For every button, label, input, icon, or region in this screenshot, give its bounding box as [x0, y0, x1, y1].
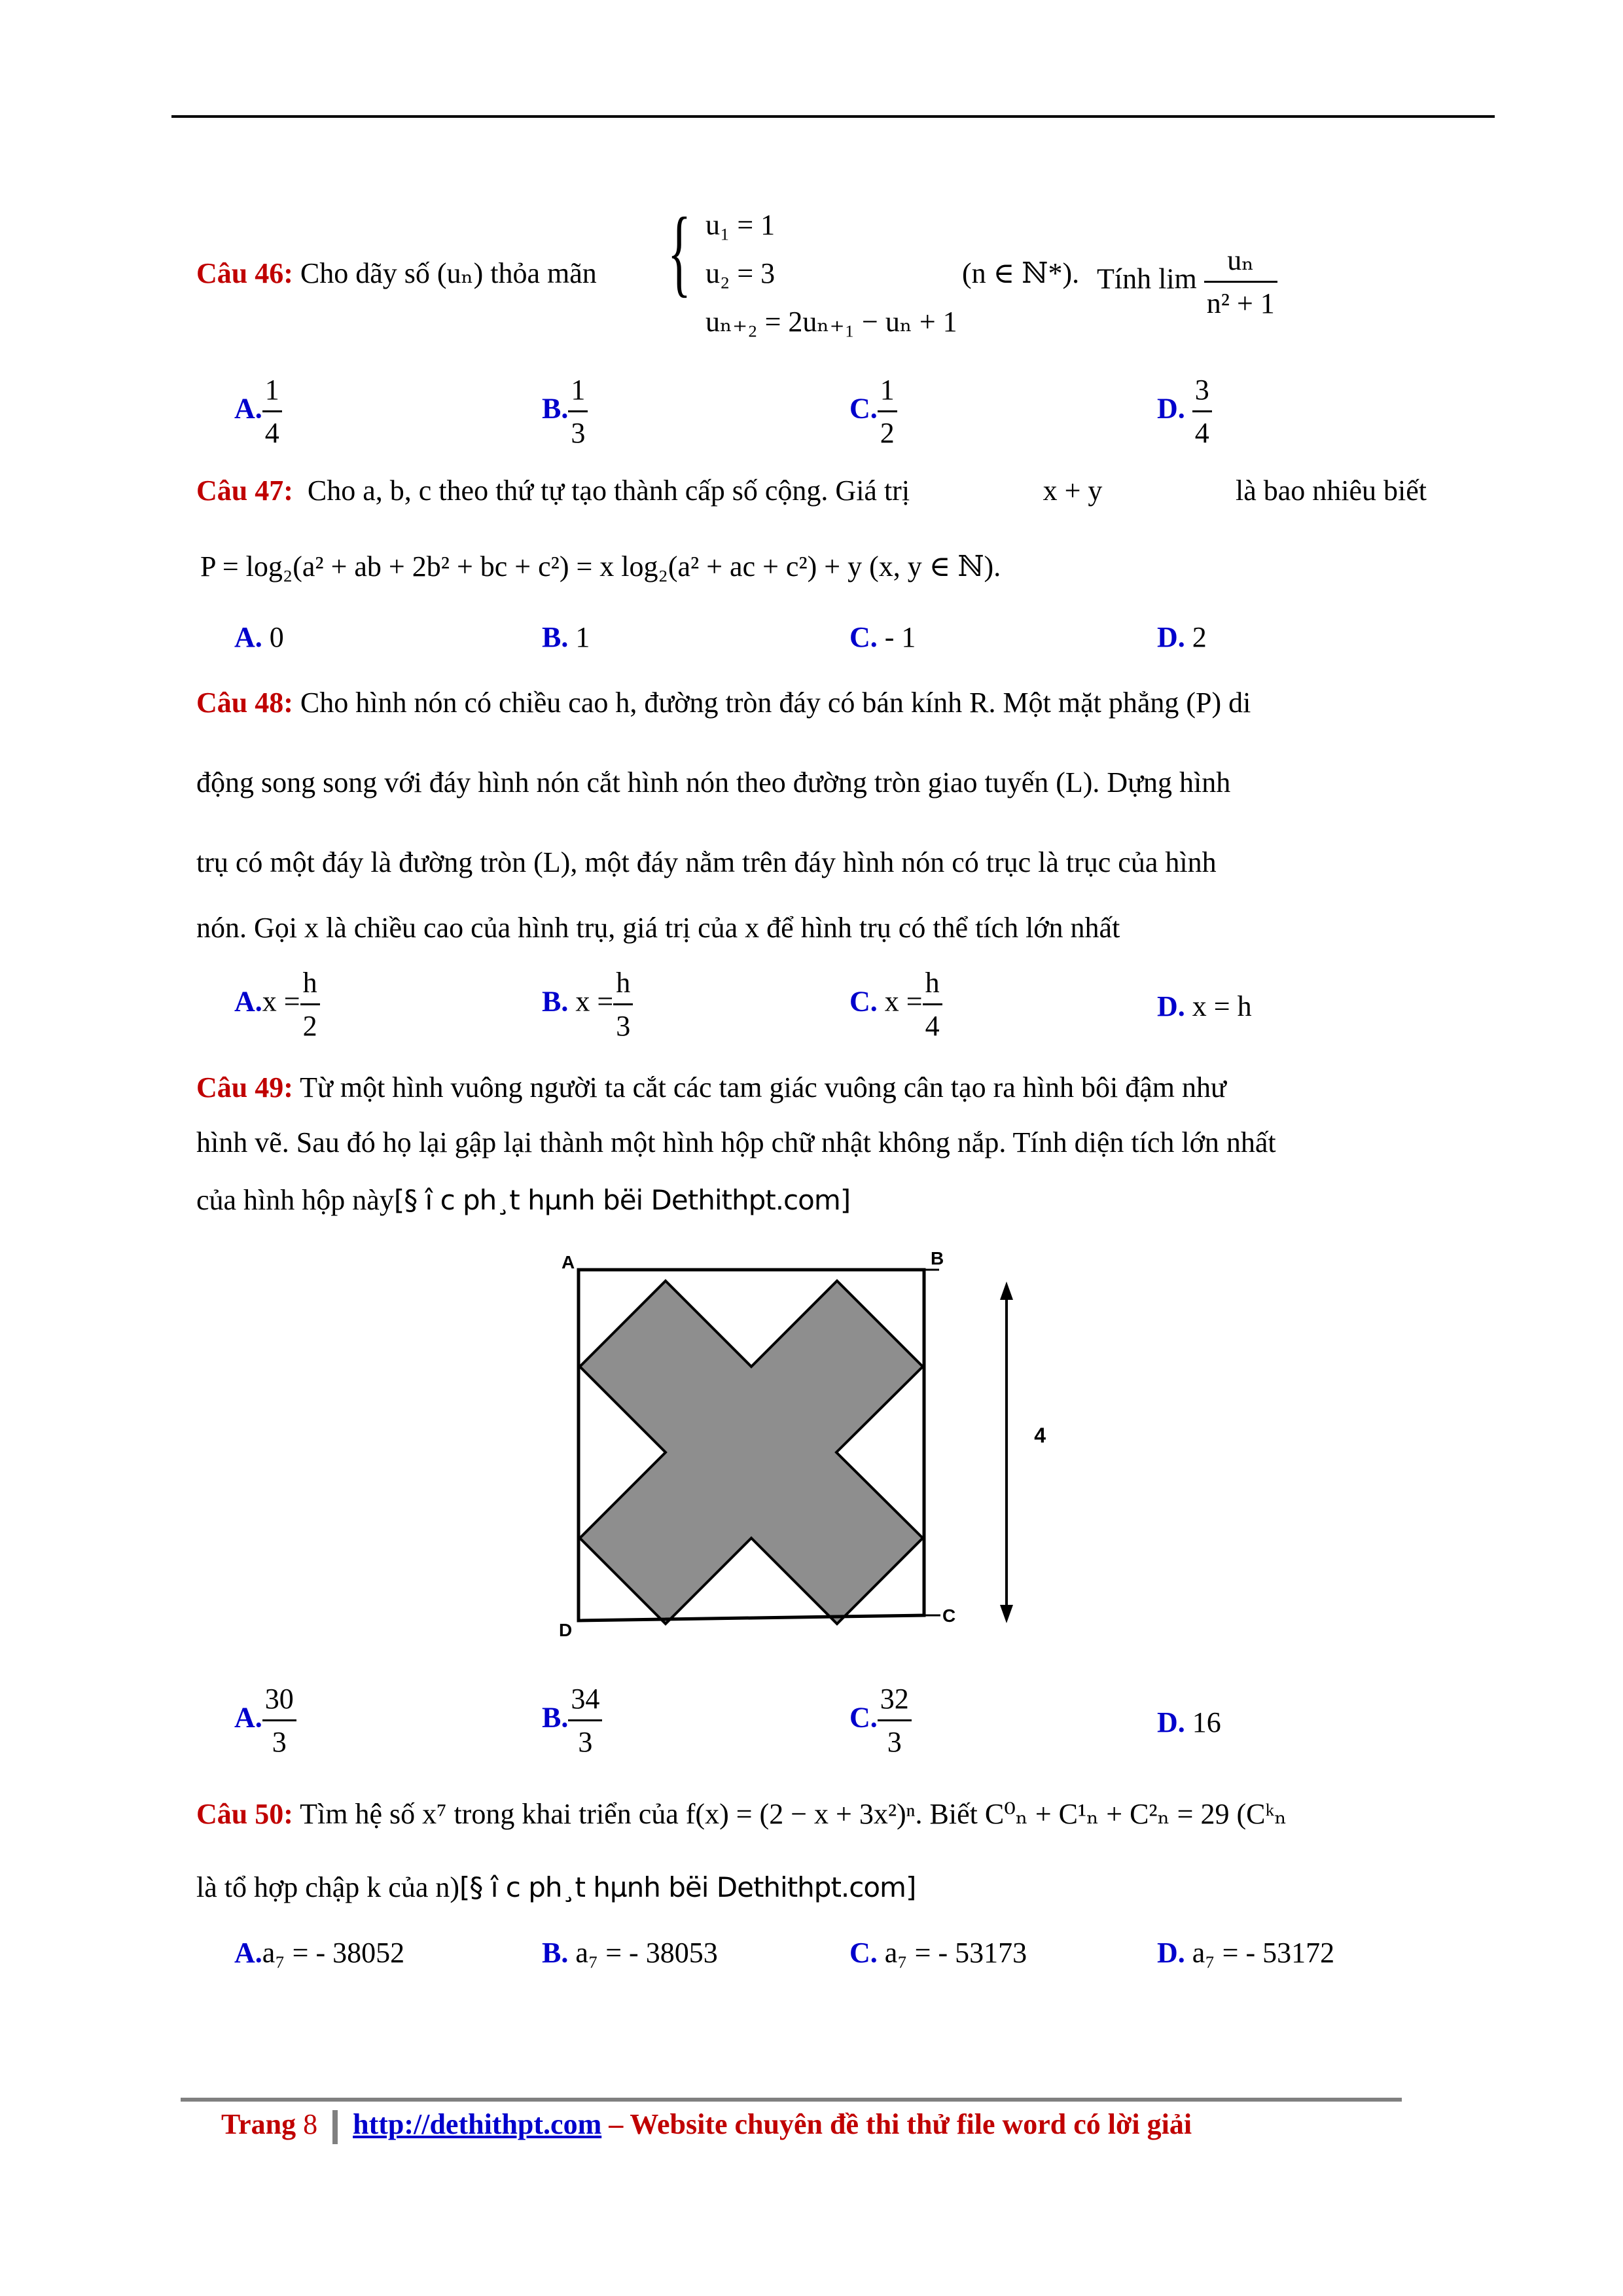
denominator: 2	[878, 410, 897, 450]
question-text: động song song với đáy hình nón cắt hình nón theo đường tròn giao tuyến (L). Dựng hình	[196, 766, 1231, 798]
limit-denominator: n² + 1	[1204, 281, 1277, 320]
question-text: Cho dãy số	[300, 257, 430, 289]
numerator: 1	[880, 374, 895, 406]
option-letter: B.	[542, 985, 569, 1018]
option-fraction	[262, 373, 282, 450]
question-text: của hình hộp này	[196, 1184, 394, 1216]
option-prefix: x =	[262, 985, 300, 1018]
option-d	[1157, 990, 1252, 1023]
denominator: 3	[568, 410, 588, 450]
option-letter: A.	[234, 1701, 262, 1734]
option-fraction	[878, 373, 897, 450]
option-letter: D.	[1157, 392, 1185, 425]
footer-tagline: – Website chuyên đề thi thử file word có lời giải	[609, 2108, 1192, 2140]
option-letter: A.	[234, 621, 262, 653]
denominator: 3	[613, 1003, 633, 1043]
numerator: 1	[571, 374, 586, 406]
option-a	[234, 1936, 404, 1969]
header-rule	[171, 115, 1495, 118]
question-text: trụ có một đáy là đường tròn (L), một đáy nằm trên đáy hình nón có trục là trục của hình	[196, 846, 1217, 878]
question-label: Câu 46:	[196, 257, 293, 289]
recurrence-brace: {	[668, 198, 691, 306]
option-letter: A.	[234, 1937, 262, 1969]
option-value: a₇ = - 53172	[1192, 1937, 1335, 1969]
option-a	[234, 1682, 296, 1759]
option-letter: D.	[1157, 1937, 1185, 1969]
limit-fraction	[1204, 243, 1277, 320]
arrowhead-down	[1000, 1605, 1013, 1623]
option-c	[849, 1936, 1027, 1969]
option-fraction	[300, 966, 320, 1043]
option-letter: A.	[234, 392, 262, 425]
side-length-label: 4	[1034, 1424, 1046, 1447]
option-prefix: x =	[575, 985, 614, 1018]
option-fraction	[613, 966, 633, 1043]
option-c	[849, 966, 942, 1043]
domain: (n ∈ ℕ*).	[962, 257, 1080, 289]
option-value: 16	[1192, 1706, 1221, 1738]
question-text: Cho a, b, c theo thứ tự tạo thành cấp số cộng. Giá trị	[307, 475, 910, 507]
question-text: là tổ hợp chập k của n)	[196, 1871, 460, 1903]
question-text: Tìm hệ số x⁷ trong khai triển của f(x) = (2 − x + 3x²)ⁿ. Biết C⁰ₙ + C¹ₙ + C²ₙ = 29 (Cᵏₙ	[300, 1798, 1287, 1830]
option-value: 0	[269, 621, 284, 653]
option-letter: B.	[542, 1701, 569, 1734]
footer	[221, 2108, 1192, 2144]
watermark: [§ î c ph¸t hµnh bëi Dethithpt.com]	[459, 1871, 916, 1903]
watermark: [§ î c ph¸t hµnh bëi Dethithpt.com]	[393, 1184, 851, 1216]
shaded-cross	[580, 1281, 923, 1624]
denominator: 3	[878, 1719, 912, 1759]
numerator: 3	[1194, 374, 1209, 406]
question-text: hình vẽ. Sau đó họ lại gập lại thành một hình hộp chữ nhật không nắp. Tính diện tích lớn nhất	[196, 1126, 1276, 1158]
option-letter: C.	[849, 1701, 878, 1734]
question-label: Câu 48:	[196, 687, 293, 719]
denominator: 4	[923, 1003, 942, 1043]
option-letter: C.	[849, 621, 878, 653]
option-c	[849, 620, 916, 654]
vertex-label-a: A	[562, 1252, 575, 1272]
option-value: 1	[575, 621, 590, 653]
question-text: Từ một hình vuông người ta cắt các tam giác vuông cân tạo ra hình bôi đậm như	[300, 1071, 1226, 1103]
vertex-label-d: D	[559, 1620, 573, 1640]
question-text: thỏa mãn	[490, 257, 597, 289]
option-fraction	[262, 1682, 296, 1759]
option-letter: B.	[542, 621, 569, 653]
option-c	[849, 373, 897, 450]
question-text: Cho hình nón có chiều cao h, đường tròn đáy có bán kính R. Một mặt phẳng (P) di	[300, 687, 1251, 719]
numerator: 34	[571, 1683, 600, 1715]
numerator: 30	[264, 1683, 294, 1715]
page-number: 8	[303, 2108, 318, 2140]
question-label: Câu 49:	[196, 1071, 293, 1103]
option-value: a₇ = - 38053	[575, 1937, 718, 1969]
question-text: nón. Gọi x là chiều cao của hình trụ, giá trị của x để hình trụ có thể tích lớn nhất	[196, 912, 1120, 944]
option-value: a₇ = - 38052	[262, 1937, 405, 1969]
option-value: 2	[1192, 621, 1207, 653]
option-fraction	[923, 966, 942, 1043]
option-letter: B.	[542, 1937, 569, 1969]
question-label: Câu 50:	[196, 1798, 293, 1830]
option-letter: C.	[849, 392, 878, 425]
vertex-label-b: B	[931, 1248, 944, 1268]
arrowhead-up	[1000, 1282, 1013, 1300]
vertex-label-c: C	[942, 1605, 956, 1626]
option-fraction	[568, 373, 588, 450]
option-a	[234, 966, 320, 1043]
option-fraction	[1192, 373, 1212, 450]
limit-label: Tính lim	[1097, 262, 1197, 295]
question-label: Câu 47:	[196, 475, 293, 507]
option-letter: D.	[1157, 990, 1185, 1022]
option-c	[849, 1682, 912, 1759]
denominator: 2	[300, 1003, 320, 1043]
option-letter: D.	[1157, 1706, 1185, 1738]
option-letter: C.	[849, 985, 878, 1018]
recurrence-line: u₂ = 3	[705, 257, 776, 289]
option-prefix: x =	[884, 985, 923, 1018]
option-b	[542, 1936, 718, 1969]
numerator: h	[925, 967, 940, 999]
numerator: h	[616, 967, 631, 999]
footer-separator	[332, 2110, 338, 2144]
limit-numerator: uₙ	[1227, 244, 1255, 276]
recurrence-line: u₁ = 1	[705, 209, 776, 241]
option-d	[1157, 620, 1207, 654]
question-text: là bao nhiêu biết	[1235, 475, 1427, 507]
footer-rule	[181, 2098, 1402, 2102]
formula: P = log₂(a² + ab + 2b² + bc + c²) = x log₂(a² + ac + c²) + y (x, y ∈ ℕ).	[200, 550, 1001, 583]
numerator: 1	[264, 374, 279, 406]
denominator: 4	[1192, 410, 1212, 450]
option-b	[542, 966, 633, 1043]
option-b	[542, 620, 590, 654]
option-letter: B.	[542, 392, 569, 425]
option-d	[1157, 373, 1212, 450]
recurrence-line: uₙ₊₂ = 2uₙ₊₁ − uₙ + 1	[705, 306, 957, 338]
option-value: - 1	[884, 621, 916, 653]
square-cutout-figure	[550, 1230, 1046, 1662]
option-b	[542, 373, 588, 450]
option-a	[234, 620, 284, 654]
expression: x + y	[1043, 475, 1103, 507]
denominator: 4	[262, 410, 282, 450]
numerator: 32	[880, 1683, 909, 1715]
option-a	[234, 373, 282, 450]
limit-prompt	[1097, 243, 1277, 320]
option-letter: C.	[849, 1937, 878, 1969]
option-fraction	[878, 1682, 912, 1759]
numerator: h	[302, 967, 317, 999]
denominator: 3	[262, 1719, 296, 1759]
option-letter: A.	[234, 985, 262, 1018]
option-d	[1157, 1706, 1221, 1739]
option-value: a₇ = - 53173	[884, 1937, 1027, 1969]
site-link[interactable]: http://dethithpt.com	[353, 2108, 602, 2140]
page-label: Trang	[221, 2108, 296, 2140]
sequence-symbol: (uₙ)	[437, 257, 484, 289]
option-fraction	[568, 1682, 602, 1759]
option-d	[1157, 1936, 1334, 1969]
option-letter: D.	[1157, 621, 1185, 653]
denominator: 3	[568, 1719, 602, 1759]
option-b	[542, 1682, 602, 1759]
option-value: x = h	[1192, 990, 1252, 1022]
